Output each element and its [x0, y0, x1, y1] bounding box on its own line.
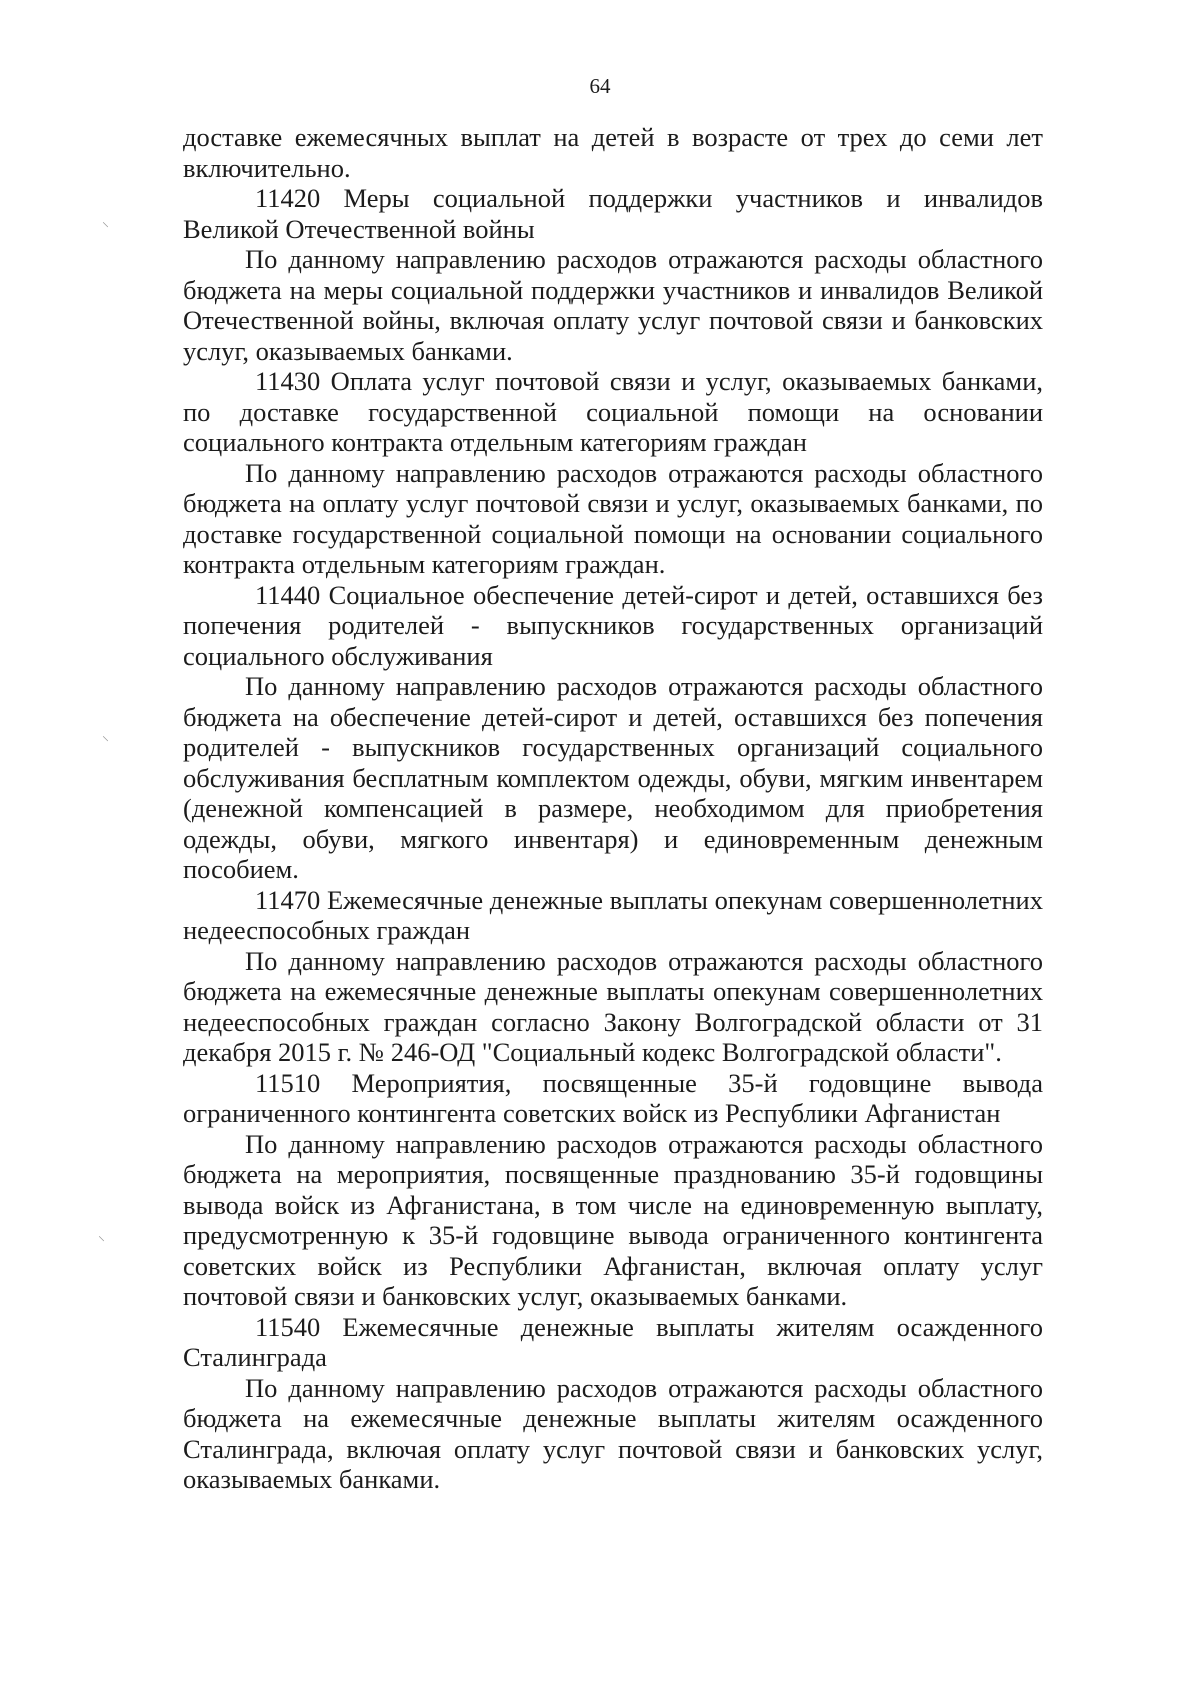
paragraph-11420: По данному направлению расходов отражаются расходы областного бюджета на меры социальной поддержки участников и инвалидов Великой Отечественной войны, включая оплату услуг почтовой связи и банковских услуг, оказываемых банками.: [183, 244, 1043, 366]
paragraph-11510: По данному направлению расходов отражаются расходы областного бюджета на мероприятия, посвященные празднованию 35-й годовщины вывода войск из Афганистана, в том числе на единовременную выплату, предусмотренную к 35-й годовщине вывода ограниченного контингента советских войск из Республики Афганистан, включая оплату услуг почтовой связи и банковских услуг, оказываемых банками.: [183, 1128, 1043, 1311]
scan-mark-icon: ⸌: [98, 1235, 105, 1250]
section-heading-11430: 11430 Оплата услуг почтовой связи и услуг, оказываемых банками, по доставке государственной социальной помощи на основании социального контракта отдельным категориям граждан: [183, 366, 1043, 457]
section-heading-11510: 11510 Мероприятия, посвященные 35-й годовщине вывода ограниченного контингента советских войск из Республики Афганистан: [183, 1067, 1043, 1128]
scan-mark-icon: ⸌: [102, 221, 109, 236]
paragraph-11430: По данному направлению расходов отражаются расходы областного бюджета на оплату услуг почтовой связи и услуг, оказываемых банками, по доставке государственной социальной помощи на основании социального контракта отдельным категориям граждан.: [183, 457, 1043, 579]
document-body: [183, 122, 1043, 1495]
paragraph-11540: По данному направлению расходов отражаются расходы областного бюджета на ежемесячные денежные выплаты жителям осажденного Сталинграда, включая оплату услуг почтовой связи и банковских услуг, оказываемых банками.: [183, 1372, 1043, 1494]
section-heading-11470: 11470 Ежемесячные денежные выплаты опекунам совершеннолетних недееспособных граждан: [183, 884, 1043, 945]
scan-mark-icon: ⸌: [102, 735, 109, 750]
paragraph-11470: По данному направлению расходов отражаются расходы областного бюджета на ежемесячные денежные выплаты опекунам совершеннолетних недееспособных граждан согласно Закону Волгоградской области от 31 декабря 2015 г. № 246-ОД "Социальный кодекс Волгоградской области".: [183, 945, 1043, 1067]
section-heading-11440: 11440 Социальное обеспечение детей-сирот и детей, оставшихся без попечения родителей - выпускников государственных организаций социального обслуживания: [183, 579, 1043, 671]
paragraph-11440: По данному направлению расходов отражаются расходы областного бюджета на обеспечение детей-сирот и детей, оставшихся без попечения родителей - выпускников государственных организаций социального обслуживания бесплатным комплектом одежды, обуви, мягким инвентарем (денежной компенсацией в размере, необходимом для приобретения одежды, обуви, мягкого инвентаря) и единовременным денежным пособием.: [183, 671, 1043, 884]
page-number: 64: [589, 74, 611, 98]
section-heading-11540: 11540 Ежемесячные денежные выплаты жителям осажденного Сталинграда: [183, 1311, 1043, 1372]
paragraph-continuation: доставке ежемесячных выплат на детей в возрасте от трех до семи лет включительно.: [183, 122, 1043, 183]
section-heading-11420: 11420 Меры социальной поддержки участников и инвалидов Великой Отечественной войны: [183, 183, 1043, 244]
